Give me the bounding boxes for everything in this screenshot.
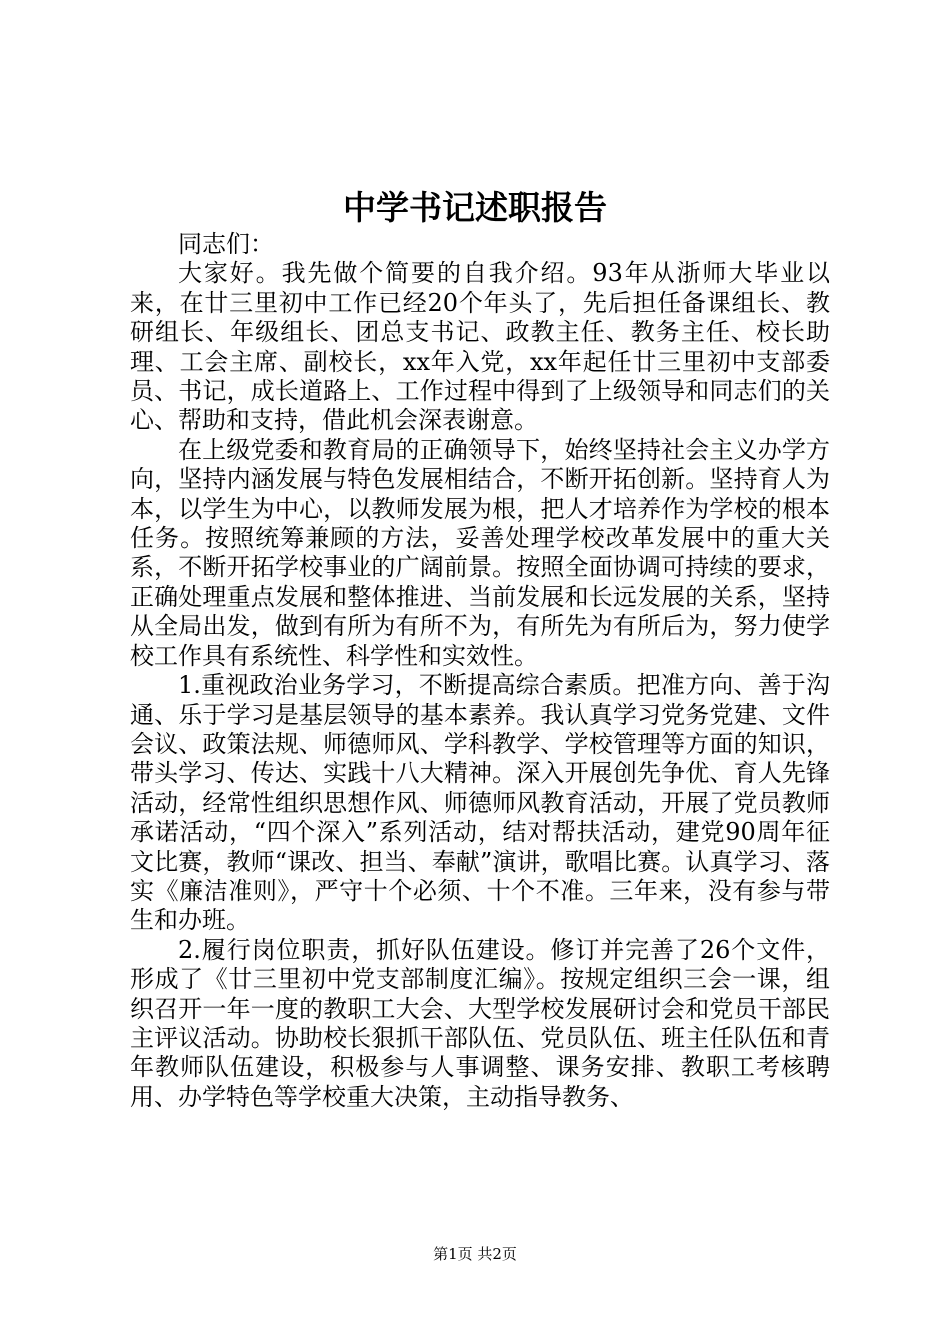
document-body [130, 230, 830, 1112]
page-footer: 第1页 共2页 [433, 1245, 517, 1263]
paragraph-leadership: 在上级党委和教育局的正确领导下，始终坚持社会主义办学方向，坚持内涵发展与特色发展相结合，不断开拓创新。坚持育人为本，以学生为中心，以教师发展为根，把人才培养作为学校的根本任务。按照统筹兼顾的方法，妥善处理学校改革发展中的重大关系，不断开拓学校事业的广阔前景。按照全面协调可持续的要求，正确处理重点发展和整体推进、当前发展和长远发展的关系，坚持从全局出发，做到有所为有所不为，有所先为有所后为，努力使学校工作具有系统性、科学性和实效性。 [130, 435, 830, 670]
document-title: 中学书记述职报告 [343, 188, 607, 227]
paragraph-salutation: 同志们： [178, 230, 274, 258]
paragraph-introduction: 大家好。我先做个简要的自我介绍。93年从浙师大毕业以来，在廿三里初中工作已经20个年头了，先后担任备课组长、教研组长、年级组长、团总支书记、政教主任、教务主任、校长助理、工会主席、副校长，xx年入党，xx年起任廿三里初中支部委员、书记，成长道路上、工作过程中得到了上级领导和同志们的关心、帮助和支持，借此机会深表谢意。 [130, 259, 830, 435]
paragraph-item-2: 2.履行岗位职责，抓好队伍建设。修订并完善了26个文件，形成了《廿三里初中党支部制度汇编》。按规定组织三会一课，组织召开一年一度的教职工大会、大型学校发展研讨会和党员干部民主评议活动。协助校长狠抓干部队伍、党员队伍、班主任队伍和青年教师队伍建设，积极参与人事调整、课务安排、教职工考核聘用、办学特色等学校重大决策，主动指导教务、 [130, 935, 830, 1111]
paragraph-item-1: 1.重视政治业务学习，不断提高综合素质。把准方向、善于沟通、乐于学习是基层领导的基本素养。我认真学习党务党建、文件会议、政策法规、师德师风、学科教学、学校管理等方面的知识，带头学习、传达、实践十八大精神。深入开展创先争优、育人先锋活动，经常性组织思想作风、师德师风教育活动，开展了党员教师承诺活动，“四个深入”系列活动，结对帮扶活动，建党90周年征文比赛，教师“课改、担当、奉献”演讲，歌唱比赛。认真学习、落实《廉洁准则》，严守十个必须、十个不准。三年来，没有参与带生和办班。 [130, 671, 830, 935]
